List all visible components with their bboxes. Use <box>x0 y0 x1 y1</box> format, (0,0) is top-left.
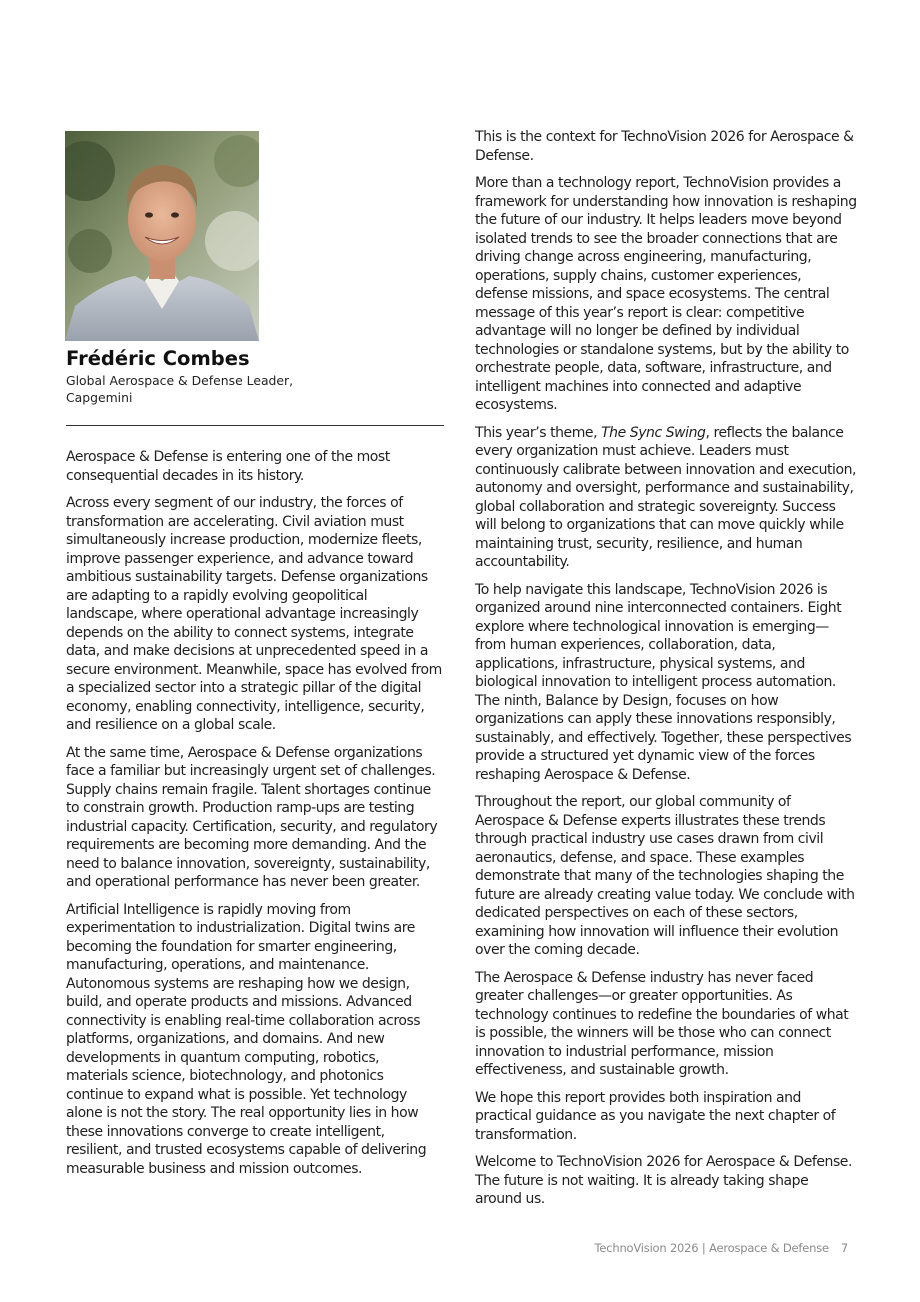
author-portrait <box>65 131 259 341</box>
author-name: Frédéric Combes <box>66 347 250 370</box>
right-column <box>475 128 857 1218</box>
paragraph: To help navigate this landscape, TechnoVision 2026 is organized around nine interconnected containers. Eight explore where technological innovation is emerging—from human experiences, collaboration, data, applications, infrastructure, physical systems, and biological innovation to intelligent process automation. The ninth, Balance by Design, focuses on how organizations can apply these innovations responsibly, sustainably, and effectively. Together, these perspectives provide a structured yet dynamic view of the forces reshaping Aerospace & Defense. <box>475 581 852 783</box>
author-role <box>66 373 326 406</box>
paragraph: More than a technology report, TechnoVision provides a framework for understanding how innovation is reshaping the future of our industry. It helps leaders move beyond isolated trends to see the broader connections that are driving change across engineering, manufacturing, operations, supply chains, customer experiences, defense missions, and space ecosystems. The central message of this year’s report is clear: competitive advantage will no longer be defined by individual technologies or standalone systems, but by the ability to orchestrate people, data, software, infrastructure, and intelligent machines into connected and adaptive ecosystems. <box>475 175 857 413</box>
theme-title: The Sync Swing <box>601 424 706 441</box>
paragraph-theme <box>475 424 857 572</box>
paragraph: At the same time, Aerospace & Defense organizations face a familiar but increasingly urgent set of challenges. Supply chains remain fragile. Talent shortages continue to constrain growth. Production ramp-ups are testing industrial capacity. Certification, security, and regulatory requirements are becoming more demanding. And the need to balance innovation, sovereignty, sustainability, and operational performance has never been greater. <box>66 744 438 890</box>
footer-text: TechnoVision 2026 | Aerospace & Defense <box>594 1241 829 1255</box>
section-divider <box>66 425 444 426</box>
paragraph: Aerospace & Defense is entering one of the most consequential decades in its history. <box>66 449 390 484</box>
page-footer <box>594 1241 848 1255</box>
paragraph: Artificial Intelligence is rapidly moving from experimentation to industrialization. Digital twins are becoming the foundation for smarter engineering, manufacturing, operations, and maintenance. Autonomous systems are reshaping how we design, build, and operate products and missions. Advanced connectivity is enabling real-time collaboration across platforms, organizations, and domains. And new developments in quantum computing, robotics, materials science, biotechnology, and photonics continue to expand what is possible. Yet technology alone is not the story. The real opportunity lies in how these innovations converge to create intelligent, resilient, and trusted ecosystems capable of delivering measurable business and mission outcomes. <box>66 901 427 1177</box>
paragraph: We hope this report provides both inspiration and practical guidance as you navigate the next chapter of transformation. <box>475 1089 836 1143</box>
author-role-company: Capgemini <box>66 389 133 405</box>
paragraph: This is the context for TechnoVision 2026 for Aerospace & Defense. <box>475 129 854 164</box>
paragraph: Across every segment of our industry, the forces of transformation are accelerating. Civil aviation must simultaneously increase production, modernize fleets, improve passenger experience, and advance toward ambitious sustainability targets. Defense organizations are adapting to a rapidly evolving geopolitical landscape, where operational advantage increasingly depends on the ability to connect systems, integrate data, and make decisions at unprecedented speed in a secure environment. Meanwhile, space has evolved from a specialized sector into a strategic pillar of the digital economy, enabling connectivity, intelligence, security, and resilience on a global scale. <box>66 495 442 733</box>
theme-prefix: This year’s theme, <box>475 424 602 441</box>
left-column <box>66 448 442 1187</box>
page-number: 7 <box>840 1241 848 1255</box>
theme-rest: , reflects the balance every organization must achieve. Leaders must continuously calibrate between innovation and execution, autonomy and oversight, performance and sustainability, global collaboration and strategic sovereignty. Success will belong to organizations that can move quickly while maintaining trust, security, resilience, and human accountability. <box>475 424 857 570</box>
author-role-title: Global Aerospace & Defense Leader, <box>66 373 294 388</box>
paragraph: Welcome to TechnoVision 2026 for Aerospace & Defense. The future is not waiting. It is already taking shape around us. <box>475 1154 852 1207</box>
paragraph: The Aerospace & Defense industry has never faced greater challenges—or greater opportunities. As technology continues to redefine the boundaries of what is possible, the winners will be those who can connect innovation to industrial performance, mission effectiveness, and sustainable growth. <box>475 969 849 1078</box>
paragraph: Throughout the report, our global community of Aerospace & Defense experts illustrates these trends through practical industry use cases drawn from civil aeronautics, defense, and space. These examples demonstrate that many of the technologies shaping the future are already creating value today. We conclude with dedicated perspectives on each of these sectors, examining how innovation will influence their evolution over the coming decade. <box>475 794 855 958</box>
